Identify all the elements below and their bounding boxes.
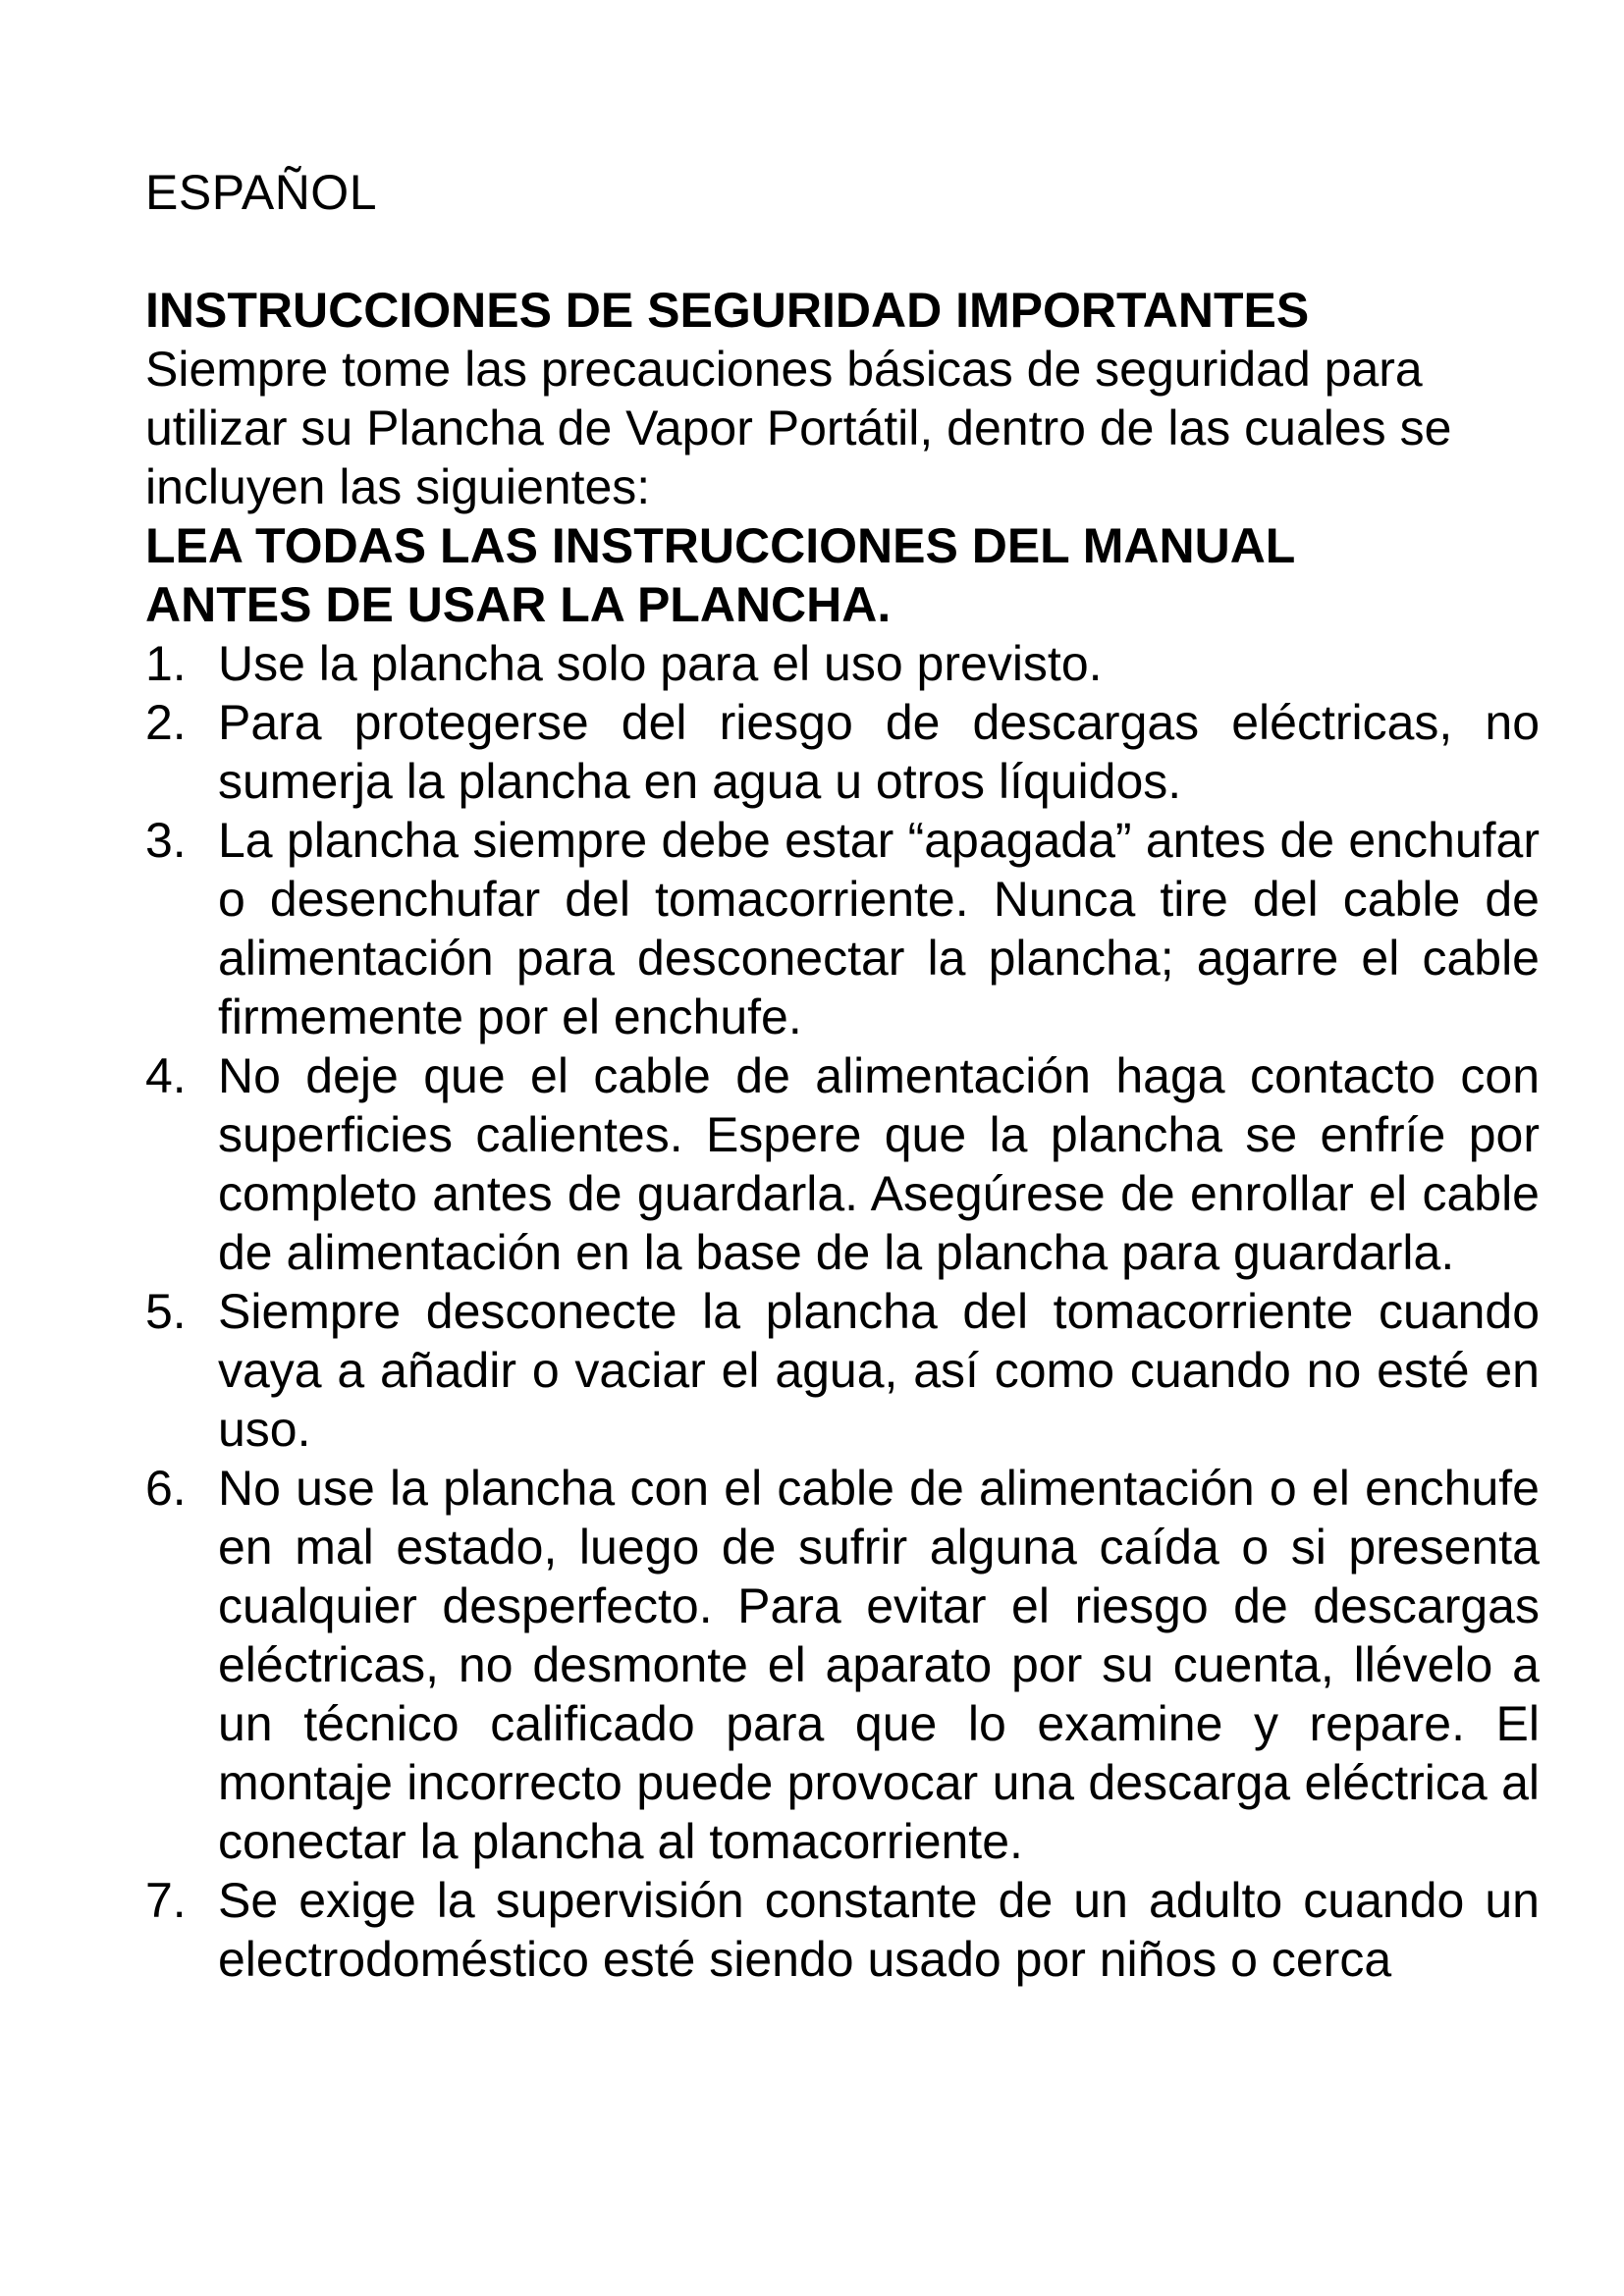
- list-item: [145, 634, 1540, 693]
- manual-page: [145, 0, 1540, 2296]
- list-item: [145, 1046, 1540, 1282]
- warning-text: LEA TODAS LAS INSTRUCCIONES DEL MANUAL ANTES DE USAR LA PLANCHA.: [145, 518, 1295, 632]
- language-heading: ESPAÑOL: [145, 165, 377, 220]
- list-item: [145, 1282, 1540, 1459]
- section-title: INSTRUCCIONES DE SEGURIDAD IMPORTANTES: [145, 283, 1310, 338]
- item-text: No deje que el cable de alimentación haga contacto con superficies calientes. Espere que la plancha se enfríe por completo antes de guardarla. Asegúrese de enrollar el cable de alimentación en la base de la plancha para guardarla.: [218, 1048, 1540, 1280]
- list-item: [145, 811, 1540, 1046]
- item-text: No use la plancha con el cable de alimentación o el enchufe en mal estado, luego de sufrir alguna caída o si presenta cualquier desperfecto. Para evitar el riesgo de descargas eléctricas, no desmonte el aparato por su cuenta, llévelo a un técnico calificado para que lo examine y repare. El montaje incorrecto puede provocar una descarga eléctrica al conectar la plancha al tomacorriente.: [218, 1461, 1540, 1869]
- safety-section: [145, 281, 1540, 1989]
- item-text: Para protegerse del riesgo de descargas eléctricas, no sumerja la plancha en agua u otros líquidos.: [218, 695, 1540, 809]
- item-number: 6.: [145, 1461, 187, 1516]
- item-number: 5.: [145, 1284, 187, 1339]
- item-number: 3.: [145, 813, 187, 868]
- intro-paragraph: Siempre tome las precauciones básicas de seguridad para utilizar su Plancha de Vapor Portátil, dentro de las cuales se incluyen las siguientes:: [145, 342, 1452, 514]
- item-number: 2.: [145, 695, 187, 750]
- list-item: [145, 1459, 1540, 1871]
- item-text: Se exige la supervisión constante de un adulto cuando un electrodoméstico esté siendo usado por niños o cerca: [218, 1873, 1540, 1987]
- item-text: La plancha siempre debe estar “apagada” antes de enchufar o desenchufar del tomacorriente. Nunca tire del cable de alimentación para desconectar la plancha; agarre el cable firmemente por el enchufe.: [218, 813, 1540, 1044]
- item-number: 7.: [145, 1873, 187, 1928]
- list-item: [145, 693, 1540, 811]
- list-item: [145, 1871, 1540, 1989]
- item-number: 4.: [145, 1048, 187, 1103]
- item-text: Siempre desconecte la plancha del tomacorriente cuando vaya a añadir o vaciar el agua, así como cuando no esté en uso.: [218, 1284, 1540, 1457]
- instructions-list: [145, 634, 1540, 1989]
- item-number: 1.: [145, 636, 187, 691]
- item-text: Use la plancha solo para el uso previsto.: [218, 636, 1103, 691]
